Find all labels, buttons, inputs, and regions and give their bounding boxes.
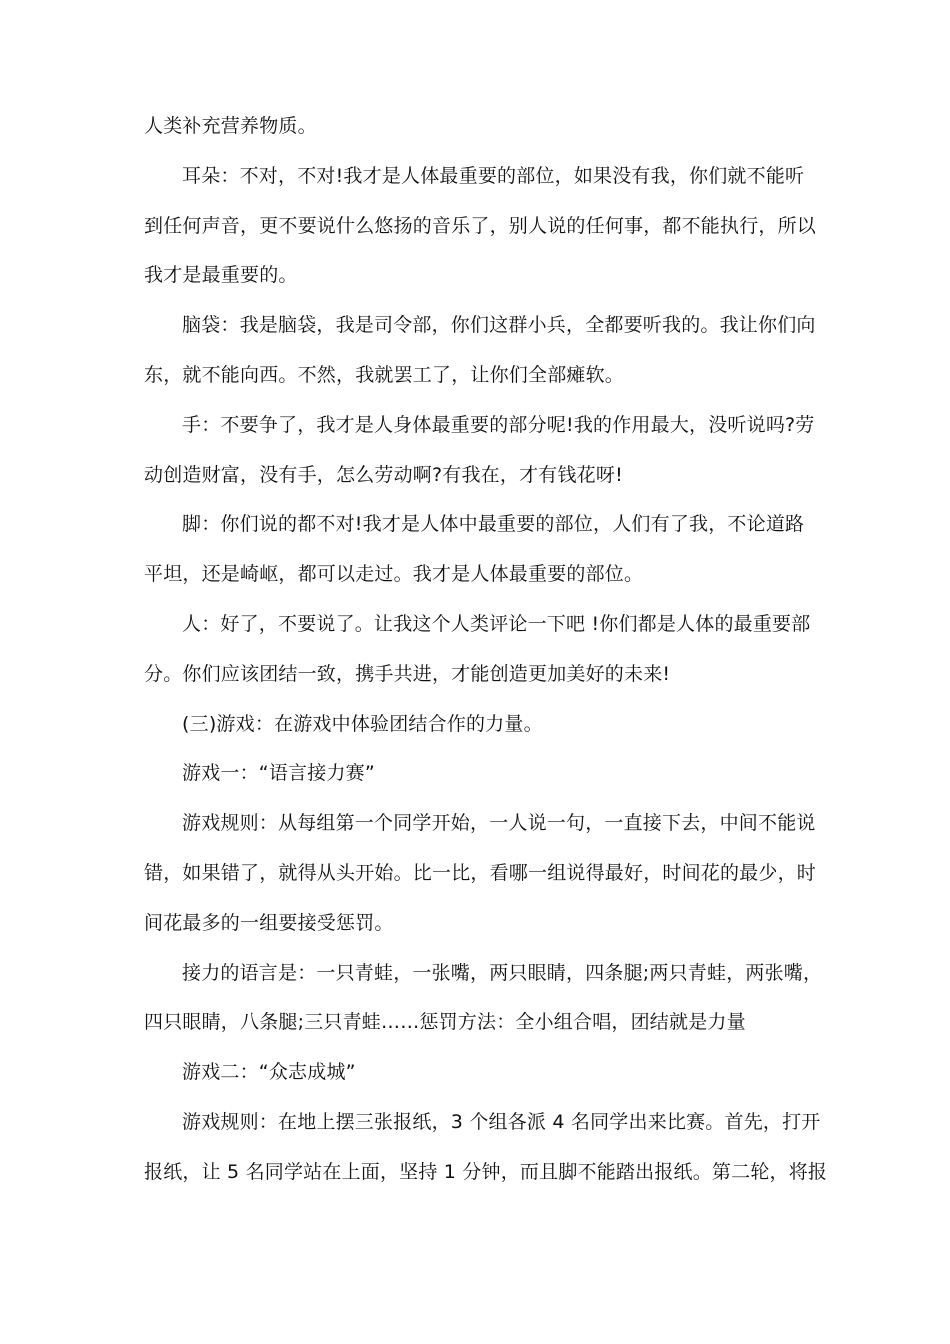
text-line-9: 脚：你们说的都不对!我才是人体中最重要的部位，人们有了我，不论道路: [182, 513, 805, 536]
text-line-10: 平坦，还是崎岖，都可以走过。我才是人体最重要的部位。: [144, 563, 644, 586]
text-line-21: 游戏规则：在地上摆三张报纸，3 个组各派 4 名同学出来比赛。首先，打开: [182, 1110, 821, 1133]
text-line-14: 游戏一：“语言接力赛”: [182, 762, 375, 785]
text-line-6: 东，就不能向西。不然，我就罢工了，让你们全部瘫软。: [144, 363, 625, 386]
text-line-17: 间花最多的一组要接受惩罚。: [144, 911, 394, 934]
text-line-7: 手：不要争了，我才是人身体最重要的部分呢!我的作用最大，没听说吗?劳: [182, 413, 815, 436]
text-line-11: 人：好了，不要说了。让我这个人类评论一下吧 !你们都是人体的最重要部: [182, 612, 811, 635]
text-line-18: 接力的语言是：一只青蛙，一张嘴，两只眼睛，四条腿;两只青蛙，两张嘴，: [182, 961, 823, 984]
text-line-2: 耳朵：不对，不对!我才是人体最重要的部位，如果没有我，你们就不能听: [182, 164, 805, 187]
text-line-3: 到任何声音，更不要说什么悠扬的音乐了，别人说的任何事，都不能执行，所以: [144, 214, 817, 237]
text-line-13: (三)游戏：在游戏中体验团结合作的力量。: [182, 712, 543, 735]
document-body: [144, 102, 828, 1198]
text-line-15: 游戏规则：从每组第一个同学开始，一人说一句，一直接下去，中间不能说: [182, 812, 816, 835]
text-line-19: 四只眼睛，八条腿;三只青蛙……惩罚方法：全小组合唱，团结就是力量: [144, 1011, 746, 1034]
text-line-22: 报纸，让 5 名同学站在上面，坚持 1 分钟，而且脚不能踏出报纸。第二轮，将报: [144, 1160, 828, 1183]
text-line-20: 游戏二：“众志成城”: [182, 1061, 356, 1084]
text-line-4: 我才是最重要的。: [144, 264, 298, 287]
text-line-8: 动创造财富，没有手，怎么劳动啊?有我在，才有钱花呀!: [144, 463, 623, 486]
text-line-12: 分。你们应该团结一致，携手共进，才能创造更加美好的未来!: [144, 662, 671, 685]
text-line-1: 人类补充营养物质。: [144, 115, 317, 137]
text-line-5: 脑袋：我是脑袋，我是司令部，你们这群小兵，全都要听我的。我让你们向: [182, 314, 816, 337]
text-line-16: 错，如果错了，就得从头开始。比一比，看哪一组说得最好，时间花的最少，时: [144, 861, 817, 884]
